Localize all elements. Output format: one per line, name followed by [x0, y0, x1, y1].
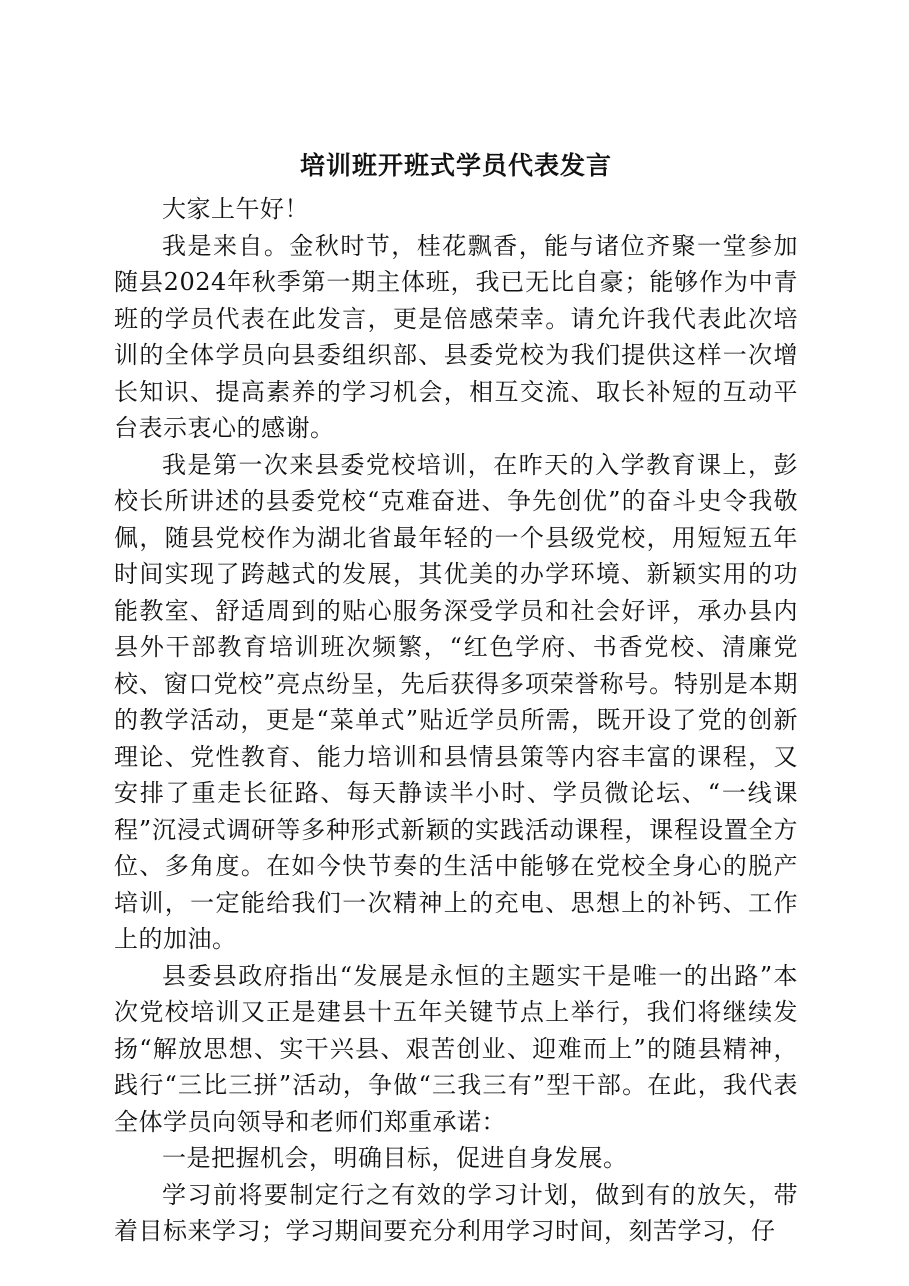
document-body: [114, 147, 798, 1250]
paragraph-point-one-body: 学习前将要制定行之有效的学习计划，做到有的放矢，带着目标来学习；学习期间要充分利用学习时间，刻苦学习，仔: [114, 1180, 798, 1245]
paragraph-party-school: 我是第一次来县委党校培训，在昨天的入学教育课上，彭校长所讲述的县委党校“克难奋进、争先创优”的奋斗史令我敬佩，随县党校作为湖北省最年轻的一个县级党校，用短短五年时间实现了跨越式的发展，其优美的办学环境、新颖实用的功能教室、舒适周到的贴心服务深受学员和社会好评，承办县内县外干部教育培训班次频繁，“红色学府、书香党校、清廉党校、窗口党校”亮点纷呈，先后获得多项荣誉称号。特别是本期的教学活动，更是“菜单式”贴近学员所需，既开设了党的创新理论、党性教育、能力培训和县情县策等内容丰富的课程，又安排了重走长征路、每天静读半小时、学员微论坛、“一线课程”沉浸式调研等多种形式新颖的实践活动课程，课程设置全方位、多角度。在如今快节奏的生活中能够在党校全身心的脱产培训，一定能给我们一次精神上的充电、思想上的补钙、工作上的加油。: [114, 450, 798, 953]
paragraph-commitment: 县委县政府指出“发展是永恒的主题实干是唯一的出路”本次党校培训又正是建县十五年关键节点上举行，我们将继续发扬“解放思想、实干兴县、艰苦创业、迎难而上”的随县精神，践行“三比三拼”活动，争做“三我三有”型干部。在此，我代表全体学员向领导和老师们郑重承诺：: [114, 961, 798, 1136]
paragraph-introduction: 我是来自。金秋时节，桂花飘香，能与诸位齐聚一堂参加随县2024年秋季第一期主体班，我已无比自豪；能够作为中青班的学员代表在此发言，更是倍感荣幸。请允许我代表此次培训的全体学员向县委组织部、县委党校为我们提供这样一次增长知识、提高素养的学习机会，相互交流、取长补短的互动平台表示衷心的感谢。: [114, 231, 798, 442]
document-title: 培训班开班式学员代表发言: [299, 151, 612, 180]
paragraph-point-one-heading: 一是把握机会，明确目标，促进自身发展。: [162, 1144, 628, 1172]
paragraph-greeting: 大家上午好！: [162, 195, 309, 223]
